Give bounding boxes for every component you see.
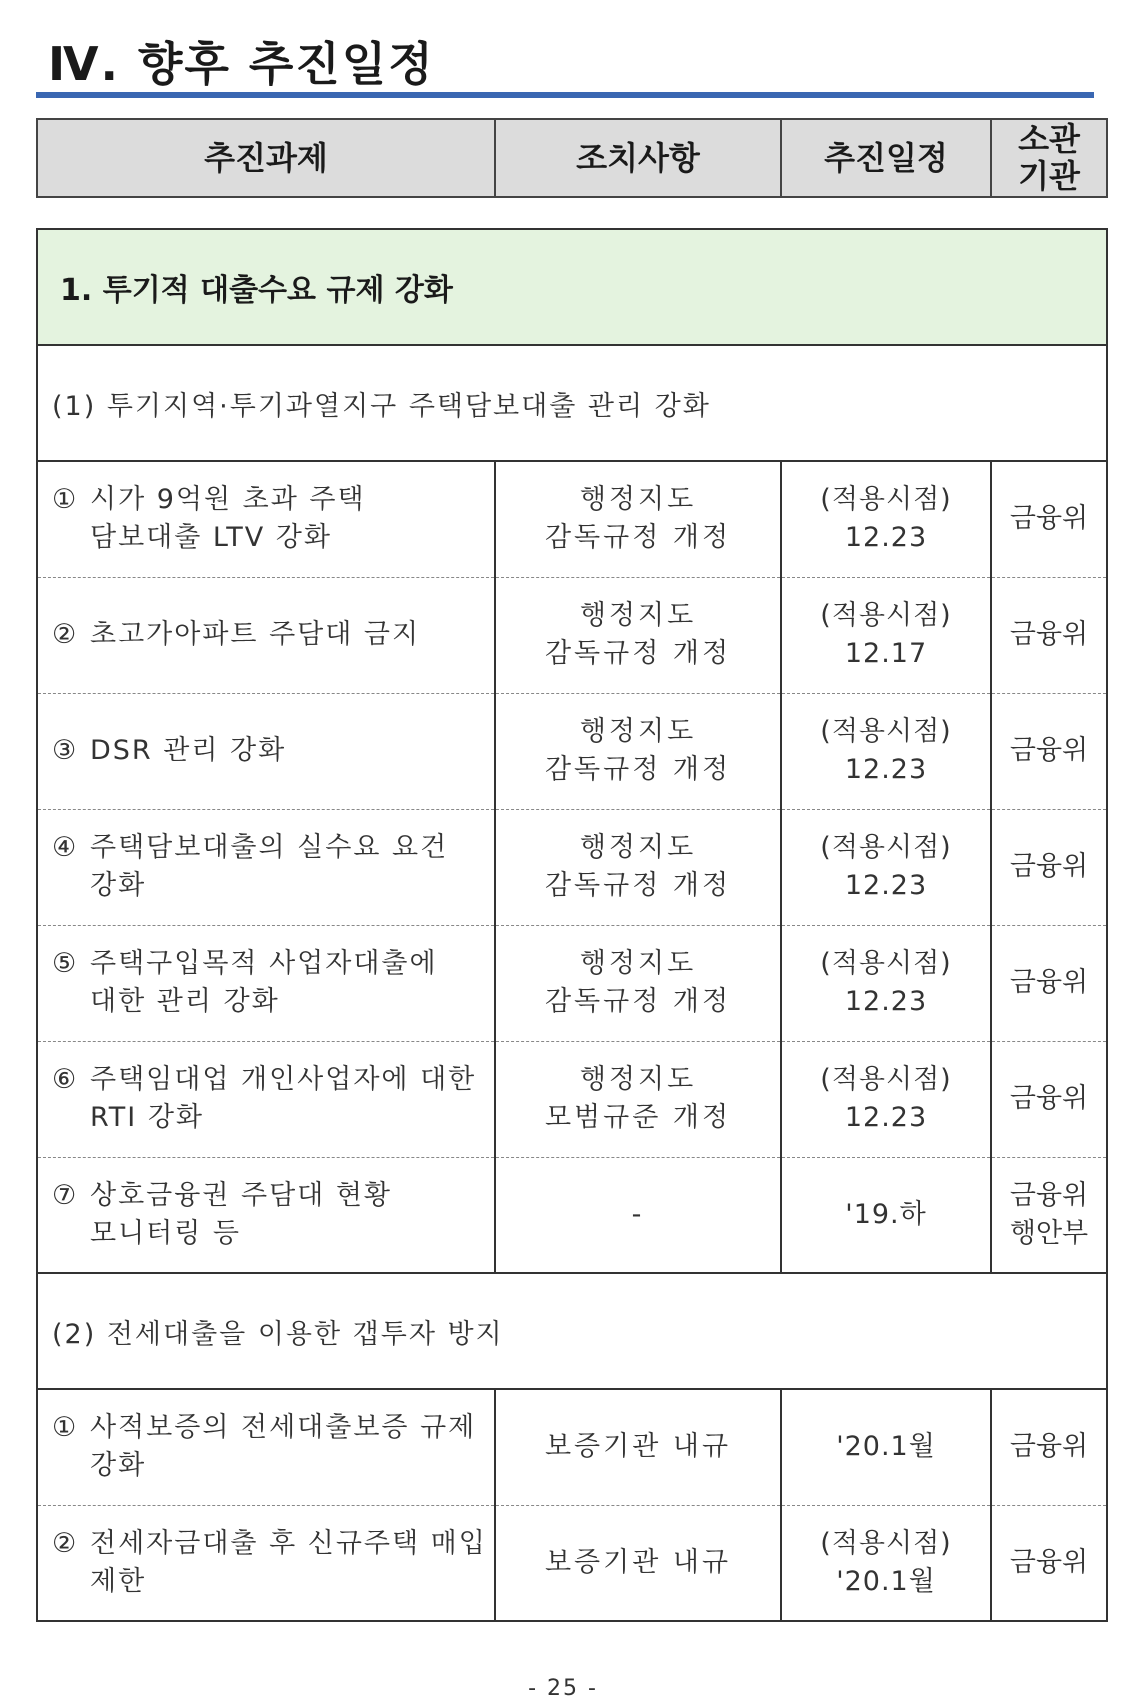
org-cell <box>991 461 1107 577</box>
task-number: ⑥ <box>52 1064 79 1095</box>
schedule-cell <box>781 577 991 693</box>
task-cell <box>37 461 495 577</box>
table-row <box>37 1389 1107 1505</box>
schedule-line1: (적용시점) <box>820 832 952 863</box>
action-cell <box>495 461 781 577</box>
action-line2: 감독규정 개정 <box>544 522 732 554</box>
schedule-line1: (적용시점) <box>820 600 952 631</box>
action-line2: 감독규정 개정 <box>544 638 732 669</box>
task-number: ② <box>52 619 79 650</box>
schedule-line1: (적용시점) <box>820 1064 952 1095</box>
header-action: 조치사항 <box>495 119 781 197</box>
task-number: ① <box>52 1412 79 1444</box>
schedule-cell <box>781 809 991 925</box>
action-line1: 행정지도 <box>579 600 697 631</box>
task-text-line2: RTI 강화 <box>90 1102 204 1133</box>
org-cell <box>991 1157 1107 1273</box>
task-number: ⑦ <box>52 1179 79 1211</box>
action-cell <box>495 925 781 1041</box>
header-schedule: 추진일정 <box>781 119 991 197</box>
action-line1: - <box>631 1198 645 1230</box>
org-line1: 금융위 <box>1009 619 1089 650</box>
org-cell <box>991 925 1107 1041</box>
task-cell <box>37 577 495 693</box>
task-text-line1: 전세자금대출 후 신규주택 매입 <box>90 1527 487 1559</box>
schedule-cell <box>781 1389 991 1505</box>
header-org-line2: 기관 <box>1018 157 1080 195</box>
action-line2: 감독규정 개정 <box>544 986 732 1017</box>
action-cell <box>495 693 781 809</box>
action-line1: 보증기관 내규 <box>544 1546 732 1578</box>
task-text-line1: 초고가아파트 주담대 금지 <box>90 619 421 650</box>
task-cell <box>37 809 495 925</box>
header-org <box>991 119 1107 197</box>
schedule-line2: 12.23 <box>844 754 928 785</box>
action-line2: 모범규준 개정 <box>544 1102 732 1133</box>
action-line1: 행정지도 <box>579 948 697 979</box>
schedule-line1: (적용시점) <box>820 716 952 747</box>
org-line1: 금융위 <box>1009 967 1089 998</box>
org-line1: 금융위 <box>1009 851 1089 882</box>
org-line2: 행안부 <box>1009 1217 1089 1249</box>
subsection-title: (2) 전세대출을 이용한 갭투자 방지 <box>37 1273 1107 1389</box>
schedule-table-body <box>37 229 1107 1621</box>
task-number: ④ <box>52 832 79 863</box>
schedule-line1: (적용시점) <box>820 1527 952 1559</box>
schedule-table <box>36 228 1108 1622</box>
schedule-line2: 12.23 <box>844 522 928 554</box>
task-text-line2: 담보대출 LTV 강화 <box>90 522 332 554</box>
org-cell <box>991 693 1107 809</box>
task-text-line1: DSR 관리 강화 <box>90 735 287 766</box>
task-cell <box>37 693 495 809</box>
action-line1: 행정지도 <box>579 1064 697 1095</box>
task-number: ⑤ <box>52 948 79 979</box>
task-number: ① <box>52 484 79 516</box>
header-org-line1: 소관 <box>1018 120 1080 159</box>
table-row <box>37 1505 1107 1621</box>
schedule-line2: 12.17 <box>844 638 928 669</box>
action-line1: 행정지도 <box>579 832 697 863</box>
task-text-line1: 사적보증의 전세대출보증 규제 <box>90 1412 477 1444</box>
task-text-line1: 상호금융권 주담대 현황 <box>90 1179 392 1211</box>
action-cell <box>495 1041 781 1157</box>
org-line1: 금융위 <box>1009 1546 1089 1578</box>
page-number: - 25 - <box>528 1676 598 1701</box>
org-cell <box>991 809 1107 925</box>
action-cell <box>495 1505 781 1621</box>
task-text-line1: 주택구입목적 사업자대출에 <box>90 948 438 979</box>
table-row <box>37 925 1107 1041</box>
task-cell <box>37 1157 495 1273</box>
org-line1: 금융위 <box>1009 503 1089 535</box>
action-cell <box>495 1157 781 1273</box>
table-row <box>37 1041 1107 1157</box>
section-title: 1. 투기적 대출수요 규제 강화 <box>37 229 1107 345</box>
table-row <box>37 577 1107 693</box>
table-row <box>37 461 1107 577</box>
org-cell <box>991 1389 1107 1505</box>
schedule-cell <box>781 693 991 809</box>
action-cell <box>495 809 781 925</box>
task-number: ③ <box>52 735 79 766</box>
action-line1: 행정지도 <box>579 716 697 747</box>
subsection-row <box>37 345 1107 461</box>
action-line1: 보증기관 내규 <box>544 1431 732 1463</box>
subsection-row <box>37 1273 1107 1389</box>
task-text-line2: 대한 관리 강화 <box>90 986 280 1017</box>
task-text-line2: 강화 <box>90 870 147 901</box>
schedule-line2: 12.23 <box>844 1102 928 1133</box>
org-line1: 금융위 <box>1009 1431 1089 1463</box>
schedule-line2: 12.23 <box>844 986 928 1017</box>
org-line1: 금융위 <box>1009 735 1089 766</box>
task-cell <box>37 1389 495 1505</box>
task-text-line2: 모니터링 등 <box>90 1217 241 1249</box>
task-cell <box>37 1505 495 1621</box>
subsection-title: (1) 투기지역·투기과열지구 주택담보대출 관리 강화 <box>37 345 1107 461</box>
schedule-cell <box>781 1041 991 1157</box>
section-row <box>37 229 1107 345</box>
action-line1: 행정지도 <box>579 484 697 516</box>
org-line1: 금융위 <box>1009 1179 1089 1211</box>
schedule-cell <box>781 1157 991 1273</box>
schedule-line2: 12.23 <box>844 870 928 901</box>
org-cell <box>991 577 1107 693</box>
task-text-line2: 제한 <box>90 1565 147 1597</box>
action-line2: 감독규정 개정 <box>544 754 732 785</box>
schedule-cell <box>781 925 991 1041</box>
schedule-line1: '20.1월 <box>836 1431 936 1463</box>
org-cell <box>991 1505 1107 1621</box>
task-number: ② <box>52 1527 79 1559</box>
task-text-line1: 주택담보대출의 실수요 요건 <box>90 832 449 863</box>
org-cell <box>991 1041 1107 1157</box>
table-row <box>37 693 1107 809</box>
org-line1: 금융위 <box>1009 1083 1089 1114</box>
schedule-line1: '19.하 <box>845 1198 927 1230</box>
header-task: 추진과제 <box>37 119 495 197</box>
page-title: Ⅳ. 향후 추진일정 <box>48 37 435 91</box>
schedule-line1: (적용시점) <box>820 484 952 516</box>
action-cell <box>495 577 781 693</box>
task-text-line2: 강화 <box>90 1450 147 1482</box>
task-cell <box>37 1041 495 1157</box>
table-row <box>37 809 1107 925</box>
schedule-line1: (적용시점) <box>820 948 952 979</box>
action-line2: 감독규정 개정 <box>544 870 732 901</box>
schedule-cell <box>781 461 991 577</box>
task-text-line1: 시가 9억원 초과 주택 <box>90 484 366 516</box>
schedule-cell <box>781 1505 991 1621</box>
task-text-line1: 주택임대업 개인사업자에 대한 <box>90 1064 477 1095</box>
table-row <box>37 1157 1107 1273</box>
task-cell <box>37 925 495 1041</box>
schedule-line2: '20.1월 <box>836 1565 936 1597</box>
title-underline <box>36 92 1094 98</box>
action-cell <box>495 1389 781 1505</box>
column-header-table <box>36 118 1108 198</box>
